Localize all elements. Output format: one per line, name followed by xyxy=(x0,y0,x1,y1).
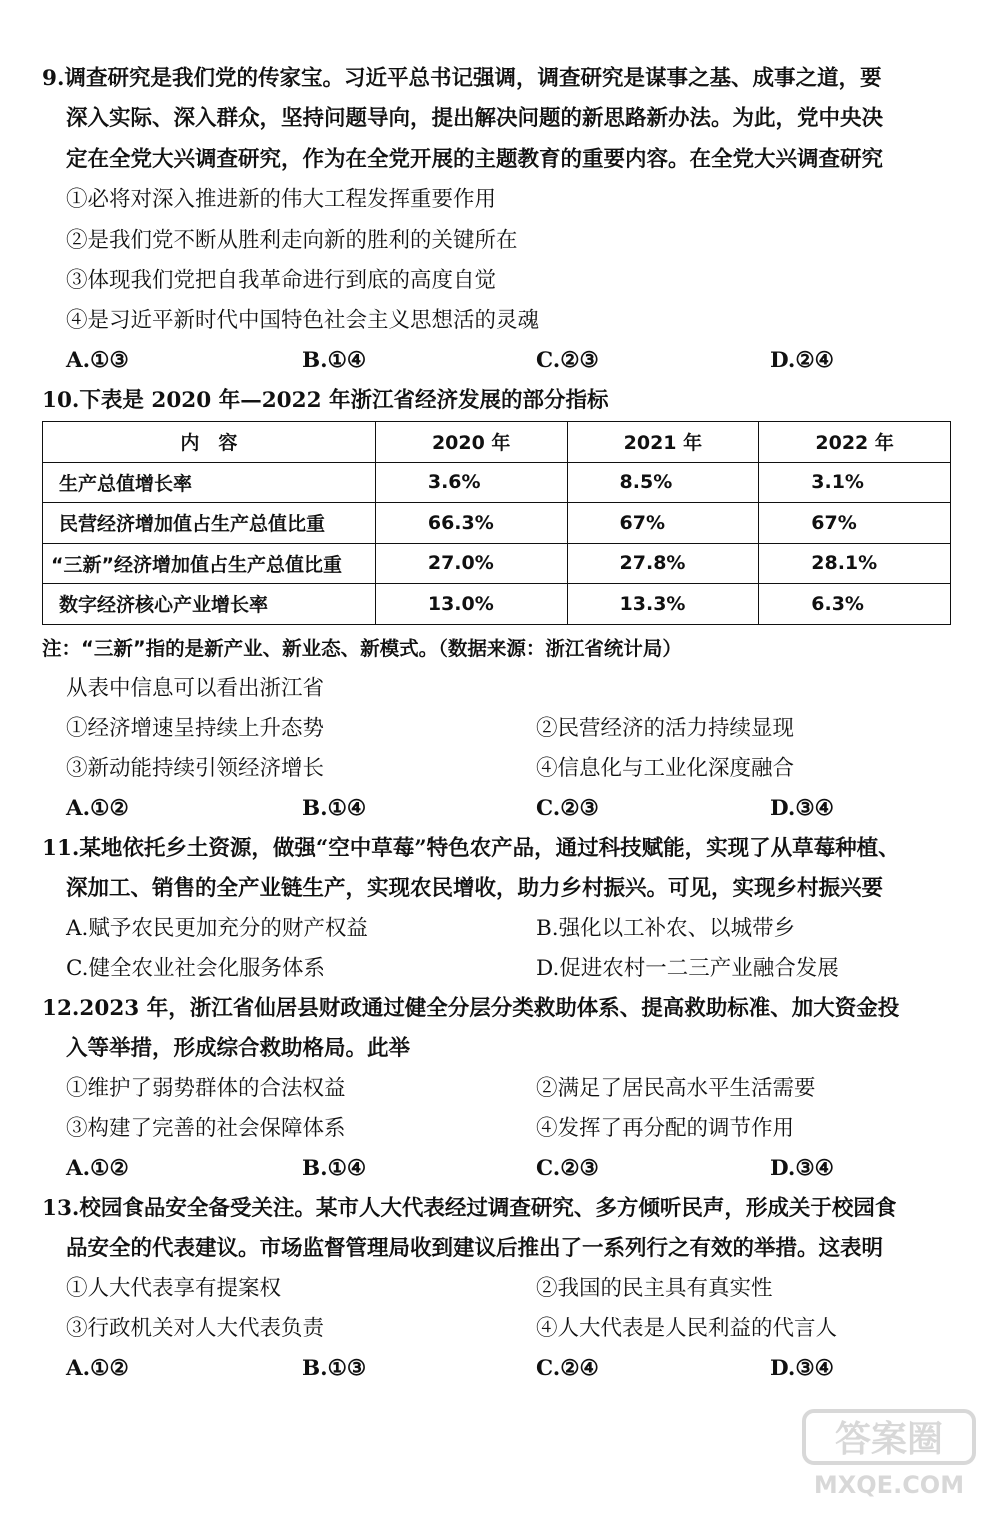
table-cell-value: 3.6% xyxy=(375,462,567,503)
q9-choice-d: D.②④ xyxy=(770,348,834,373)
q10-lead: 从表中信息可以看出浙江省 xyxy=(66,676,325,701)
q9-stem-line-1: 9.调查研究是我们党的传家宝。习近平总书记强调，调查研究是谋事之基、成事之道，要 xyxy=(42,66,882,91)
table-cell-label: 民营经济增加值占生产总值比重 xyxy=(43,503,376,544)
q13-item-1: ①人大代表享有提案权 xyxy=(66,1276,282,1301)
q11-option-a: A.赋予农民更加充分的财产权益 xyxy=(66,916,368,941)
q9-stem-line-2: 深入实际、深入群众，坚持问题导向，提出解决问题的新思路新办法。为此，党中央决 xyxy=(66,106,884,131)
q12-choice-d: D.③④ xyxy=(770,1156,834,1181)
table-header-cell: 内 容 xyxy=(43,422,376,463)
q10-stem: 10.下表是 2020 年—2022 年浙江省经济发展的部分指标 xyxy=(42,388,609,413)
q9-item-4: ④是习近平新时代中国特色社会主义思想活的灵魂 xyxy=(66,308,540,333)
table-header-cell: 2021 年 xyxy=(567,422,759,463)
q9-item-3: ③体现我们党把自我革命进行到底的高度自觉 xyxy=(66,268,497,293)
table-cell-label: 生产总值增长率 xyxy=(43,462,376,503)
q13-choice-d: D.③④ xyxy=(770,1356,834,1381)
q13-choice-b: B.①③ xyxy=(302,1356,367,1381)
q11-stem-line-1: 11.某地依托乡土资源，做强“空中草莓”特色农产品，通过科技赋能，实现了从草莓种植、 xyxy=(42,836,900,861)
table-row xyxy=(43,543,951,584)
q11-option-c: C.健全农业社会化服务体系 xyxy=(66,956,326,981)
q13-stem-line-2: 品安全的代表建议。市场监督管理局收到建议后推出了一系列行之有效的举措。这表明 xyxy=(66,1236,884,1261)
q13-item-2: ②我国的民主具有真实性 xyxy=(536,1276,773,1301)
q12-item-2: ②满足了居民高水平生活需要 xyxy=(536,1076,816,1101)
table-cell-label: “三新”经济增加值占生产总值比重 xyxy=(43,543,376,584)
table-note: 注：“三新”指的是新产业、新业态、新模式。（数据来源：浙江省统计局） xyxy=(42,637,682,660)
table-cell-value: 13.0% xyxy=(375,584,567,625)
watermark-logo-text: 答案圈 xyxy=(834,1419,944,1460)
q9-stem-line-3: 定在全党大兴调查研究，作为在全党开展的主题教育的重要内容。在全党大兴调查研究 xyxy=(66,147,884,172)
table-header-row xyxy=(43,422,951,463)
table-cell-value: 67% xyxy=(567,503,759,544)
q11-option-d: D.促进农村一二三产业融合发展 xyxy=(536,956,839,981)
watermark-logo-icon xyxy=(800,1405,978,1501)
q13-item-3: ③行政机关对人大代表负责 xyxy=(66,1316,325,1341)
q10-choice-c: C.②③ xyxy=(536,796,599,821)
table-row xyxy=(43,462,951,503)
q11-option-b: B.强化以工补农、以城带乡 xyxy=(536,916,796,941)
table-header-cell: 2020 年 xyxy=(375,422,567,463)
table-cell-value: 66.3% xyxy=(375,503,567,544)
table-cell-value: 27.0% xyxy=(375,543,567,584)
table-cell-value: 8.5% xyxy=(567,462,759,503)
q10-item-4: ④信息化与工业化深度融合 xyxy=(536,756,795,781)
q12-stem-line-1: 12.2023 年，浙江省仙居县财政通过健全分层分类救助体系、提高救助标准、加大资金投 xyxy=(42,996,900,1021)
table-row xyxy=(43,584,951,625)
q10-choice-b: B.①④ xyxy=(302,796,367,821)
table-cell-value: 28.1% xyxy=(759,543,951,584)
q13-stem-line-1: 13.校园食品安全备受关注。某市人大代表经过调查研究、多方倾听民声，形成关于校园食 xyxy=(42,1196,897,1221)
q12-stem-line-2: 入等举措，形成综合救助格局。此举 xyxy=(66,1036,411,1061)
q9-choice-a: A.①③ xyxy=(66,348,129,373)
q12-choice-a: A.①② xyxy=(66,1156,129,1181)
q10-item-3: ③新动能持续引领经济增长 xyxy=(66,756,325,781)
q10-item-2: ②民营经济的活力持续显现 xyxy=(536,716,795,741)
table-header-cell: 2022 年 xyxy=(759,422,951,463)
q13-item-4: ④人大代表是人民利益的代言人 xyxy=(536,1316,838,1341)
q10-choice-d: D.③④ xyxy=(770,796,834,821)
table-cell-value: 3.1% xyxy=(759,462,951,503)
q9-item-1: ①必将对深入推进新的伟大工程发挥重要作用 xyxy=(66,187,497,212)
table-cell-value: 27.8% xyxy=(567,543,759,584)
table-cell-label: 数字经济核心产业增长率 xyxy=(43,584,376,625)
q10-choice-a: A.①② xyxy=(66,796,129,821)
indicator-table xyxy=(42,421,951,625)
q12-item-4: ④发挥了再分配的调节作用 xyxy=(536,1116,795,1141)
q12-choice-c: C.②③ xyxy=(536,1156,599,1181)
table-cell-value: 6.3% xyxy=(759,584,951,625)
q9-choice-b: B.①④ xyxy=(302,348,367,373)
q9-choice-c: C.②③ xyxy=(536,348,599,373)
q13-choice-a: A.①② xyxy=(66,1356,129,1381)
q9-item-2: ②是我们党不断从胜利走向新的胜利的关键所在 xyxy=(66,228,518,253)
q12-item-1: ①维护了弱势群体的合法权益 xyxy=(66,1076,346,1101)
table-cell-value: 67% xyxy=(759,503,951,544)
watermark-url: MXQE.COM xyxy=(813,1471,965,1499)
q12-choice-b: B.①④ xyxy=(302,1156,367,1181)
table-cell-value: 13.3% xyxy=(567,584,759,625)
q10-item-1: ①经济增速呈持续上升态势 xyxy=(66,716,325,741)
q11-stem-line-2: 深加工、销售的全产业链生产，实现农民增收，助力乡村振兴。可见，实现乡村振兴要 xyxy=(66,876,884,901)
table-row xyxy=(43,503,951,544)
q12-item-3: ③构建了完善的社会保障体系 xyxy=(66,1116,346,1141)
q13-choice-c: C.②④ xyxy=(536,1356,599,1381)
